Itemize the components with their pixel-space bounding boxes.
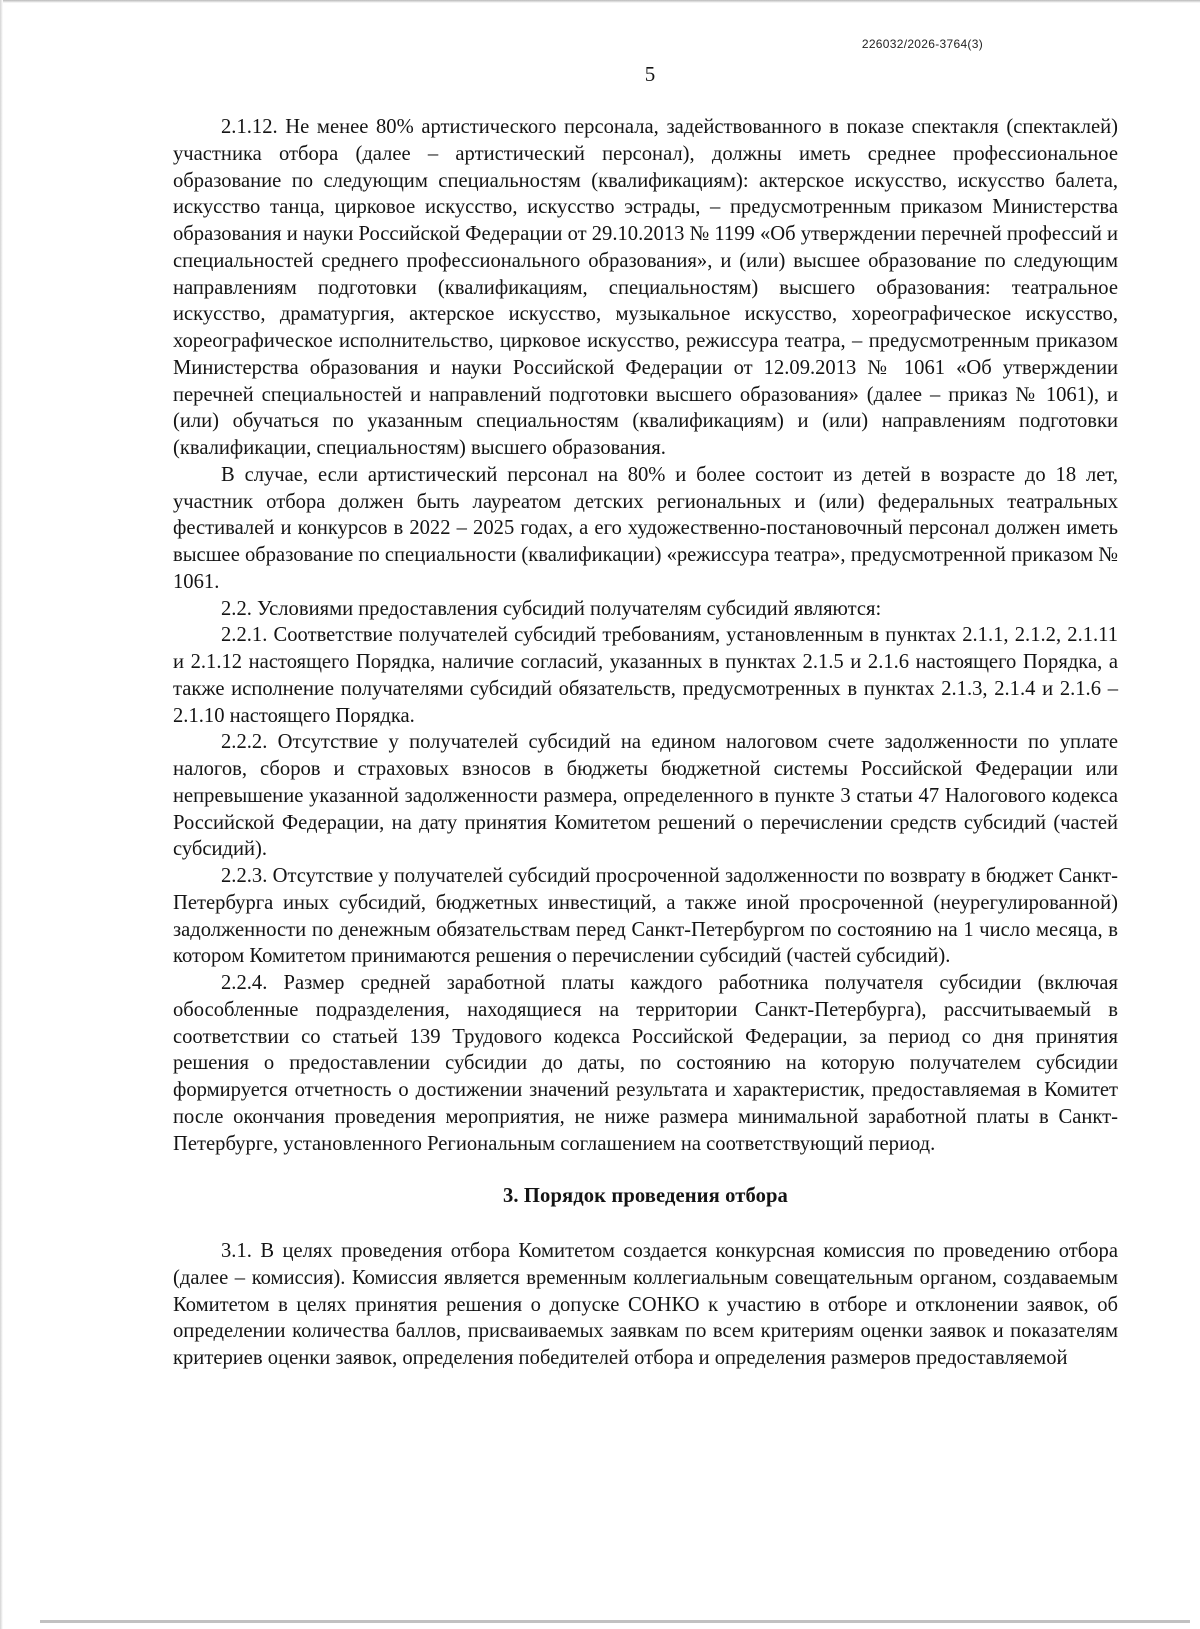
page-number: 5 <box>644 62 656 86</box>
paragraph-2-1-12: 2.1.12. Не менее 80% артистического персонала, задействованного в показе спектакля (спектаклей) участника отбора (далее – артистический персонал), должны иметь среднее профессиональное образование по следующим специальностям (квалификациям): актерское искусство, искусство балета, искусство танца, цирковое искусство, искусство эстрады, – предусмотренным приказом Министерства образования и науки Российской Федерации от 29.10.2013 № 1199 «Об утверждении перечней профессий и специальностей среднего профессионального образования», и (или) высшее образование по следующим направлениям подготовки (квалификациям, специальностям) высшего образования: театральное искусство, драматургия, актерское искусство, музыкальное искусство, хореографическое искусство, хореографическое исполнительство, цирковое искусство, режиссура театра, – предусмотренным приказом Министерства образования и науки Российской Федерации от 12.09.2013 № 1061 «Об утверждении перечней специальностей и направлений подготовки высшего образования» (далее – приказ № 1061), и (или) обучаться по указанным специальностям (квалификациям) и (или) направлениям подготовки (квалификации, специальностям) высшего образования. <box>173 116 1119 459</box>
document-registration-number: 226032/2026-3764(3) <box>861 37 983 51</box>
document-body <box>173 114 1118 1372</box>
paragraph-2-2-1: 2.2.1. Соответствие получателей субсидий требованиям, установленным в пунктах 2.1.1, 2.1.2, 2.1.11 и 2.1.12 настоящего Порядка, наличие согласий, указанных в пунктах 2.1.5 и 2.1.6 настоящего Порядка, а также исполнение получателями субсидий обязательств, предусмотренных в пунктах 2.1.3, 2.1.4 и 2.1.6 – 2.1.10 настоящего Порядка. <box>173 624 1118 727</box>
section-3-heading: 3. Порядок проведения отбора <box>503 1185 788 1208</box>
paragraph-2-2: 2.2. Условиями предоставления субсидий получателям субсидий являются: <box>221 597 882 620</box>
paragraph-2-2-3: 2.2.3. Отсутствие у получателей субсидий просроченной задолженности по возврату в бюджет Санкт-Петербурга иных субсидий, бюджетных инвестиций, а также иной просроченной (неурегулированной) задолженности по денежным обязательствам перед Санкт-Петербургом по состоянию на 1 число месяца, в котором Комитетом принимаются решения о перечислении субсидий (частей субсидий). <box>173 865 1118 968</box>
paragraph-2-2-4: 2.2.4. Размер средней заработной платы каждого работника получателя субсидии (включая обособленные подразделения, находящиеся на территории Санкт-Петербурга), рассчитываемый в соответствии со статьей 139 Трудового кодекса Российской Федерации, за период со дня принятия решения о предоставлении субсидии до даты, по состоянию на которую получателем субсидии формируется отчетность о достижении значений результата и характеристик, предоставляемая в Комитет после окончания проведения мероприятия, не ниже размера минимальной заработной платы в Санкт-Петербурге, установленного Региональным соглашением на соответствующий период. <box>173 972 1118 1155</box>
scan-edge-top <box>0 0 1200 3</box>
paragraph-3-1: 3.1. В целях проведения отбора Комитетом создается конкурсная комиссия по проведению отбора (далее – комиссия). Комиссия является временным коллегиальным совещательным органом, создаваемым Комитетом в целях принятия решения о допуске СОНКО к участию в отборе и отклонении заявок, об определении количества баллов, присваиваемых заявкам по всем критериям оценки заявок и показателям критериев оценки заявок, определения победителей отбора и определения размеров предоставляемой <box>173 1240 1118 1369</box>
paragraph-2-1-12-children-case: В случае, если артистический персонал на 80% и более состоит из детей в возрасте до 18 лет, участник отбора должен быть лауреатом детских региональных и (или) федеральных театральных фестивалей и конкурсов в 2022 – 2025 годах, а его художественно-постановочный персонал должен иметь высшее образование по специальности (квалификации) «режиссура театра», предусмотренной приказом № 1061. <box>173 463 1119 593</box>
scan-edge-bottom <box>40 1620 1190 1623</box>
paragraph-2-2-2: 2.2.2. Отсутствие у получателей субсидий на едином налоговом счете задолженности по уплате налогов, сборов и страховых взносов в бюджеты бюджетной системы Российской Федерации или непревышение указанной задолженности размера, определенного в пункте 3 статьи 47 Налогового кодекса Российской Федерации, на дату принятия Комитетом решений о перечислении средств субсидий (частей субсидий). <box>173 731 1118 861</box>
scan-edge-left <box>0 0 3 1629</box>
